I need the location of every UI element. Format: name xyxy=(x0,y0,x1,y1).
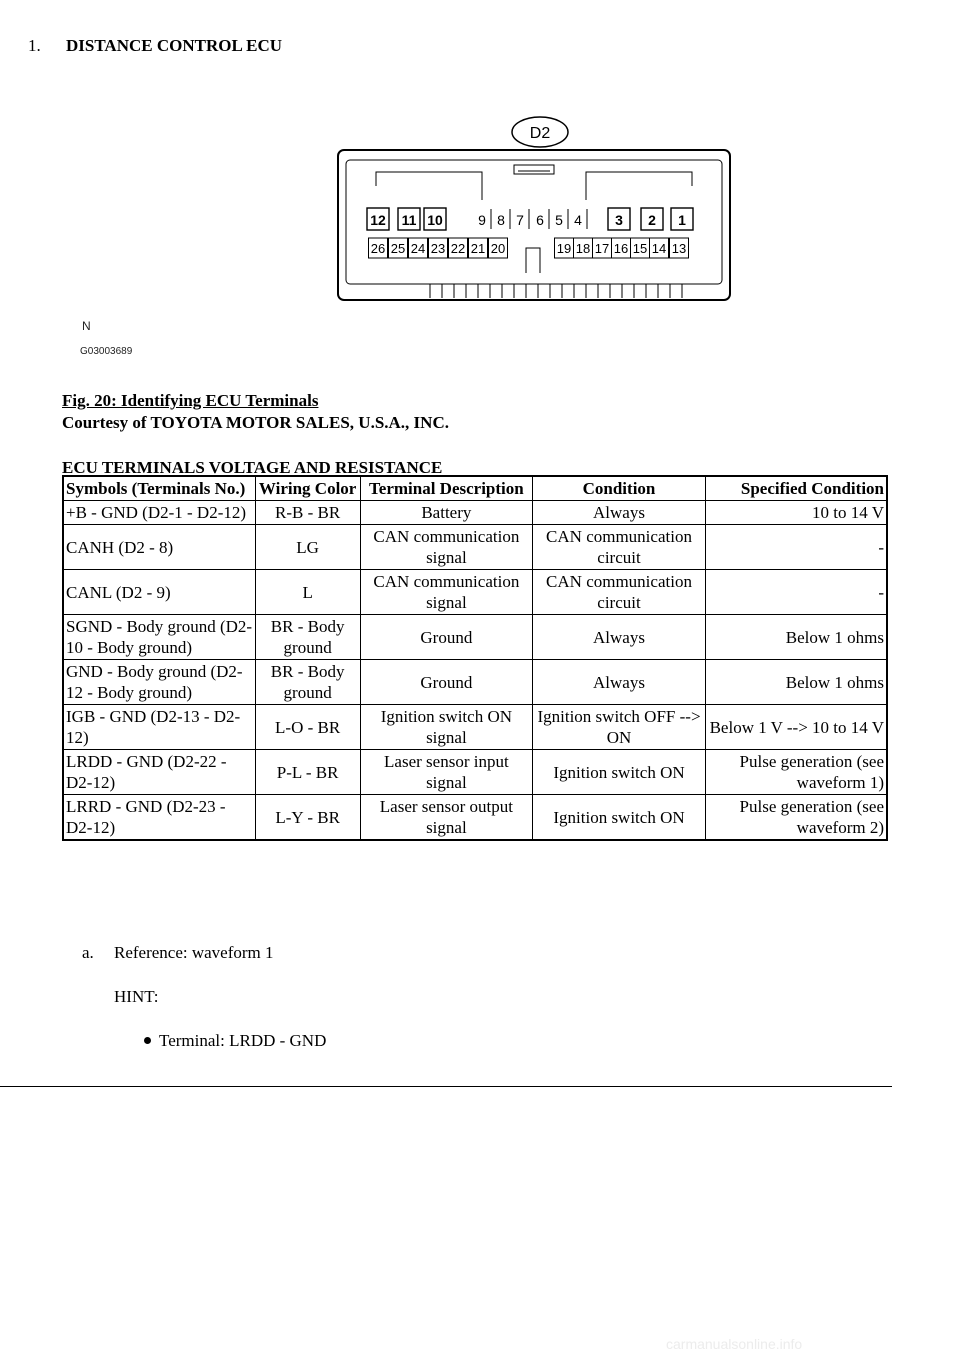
table-row xyxy=(63,795,887,841)
pin-label: 25 xyxy=(390,241,406,256)
pin-label: 19 xyxy=(556,241,572,256)
cell-description: Battery xyxy=(360,501,533,525)
pin-label: 8 xyxy=(497,212,505,228)
hint-bullet-item xyxy=(144,1031,326,1051)
connector-drawing xyxy=(78,108,738,360)
cell-description: Ignition switch ON signal xyxy=(360,705,533,750)
cell-symbols: CANL (D2 - 9) xyxy=(63,570,255,615)
cell-wiring-color: P-L - BR xyxy=(255,750,360,795)
cell-specified: 10 to 14 V xyxy=(705,501,887,525)
figure-caption xyxy=(62,390,449,434)
cell-symbols: LRRD - GND (D2-23 - D2-12) xyxy=(63,795,255,841)
legend-letter: N xyxy=(82,319,91,333)
cell-description: Ground xyxy=(360,660,533,705)
cell-symbols: GND - Body ground (D2-12 - Body ground) xyxy=(63,660,255,705)
cell-specified: Below 1 ohms xyxy=(705,615,887,660)
cell-condition: Always xyxy=(533,660,706,705)
reference-item xyxy=(82,943,274,963)
table-row xyxy=(63,660,887,705)
pin-label: 3 xyxy=(615,212,623,228)
table-row xyxy=(63,570,887,615)
pin-label: 10 xyxy=(427,212,443,228)
cell-specified: - xyxy=(705,570,887,615)
cell-condition: Ignition switch ON xyxy=(533,750,706,795)
cell-specified: Pulse generation (see waveform 1) xyxy=(705,750,887,795)
cell-specified: Below 1 V --> 10 to 14 V xyxy=(705,705,887,750)
pin-label: 16 xyxy=(613,241,629,256)
section-title: DISTANCE CONTROL ECU xyxy=(66,36,283,55)
table-row xyxy=(63,750,887,795)
cell-symbols: CANH (D2 - 8) xyxy=(63,525,255,570)
cell-specified: - xyxy=(705,525,887,570)
connector-center-key xyxy=(526,248,540,273)
watermark-footer: carmanualsonline.info xyxy=(666,1336,803,1352)
connector-diagram xyxy=(78,108,738,360)
connector-bottom-ticks xyxy=(430,284,682,298)
section-heading xyxy=(28,36,282,56)
cell-wiring-color: L-Y - BR xyxy=(255,795,360,841)
pin-label: 12 xyxy=(370,212,386,228)
cell-wiring-color: LG xyxy=(255,525,360,570)
cell-condition: Ignition switch OFF --> ON xyxy=(533,705,706,750)
pin-label: 11 xyxy=(401,212,417,228)
table-title: ECU TERMINALS VOLTAGE AND RESISTANCE xyxy=(62,458,443,477)
cell-condition: CAN communication circuit xyxy=(533,570,706,615)
pin-label: 6 xyxy=(536,212,544,228)
cell-specified: Pulse generation (see waveform 2) xyxy=(705,795,887,841)
cell-symbols: SGND - Body ground (D2-10 - Body ground) xyxy=(63,615,255,660)
bullet-dot-icon xyxy=(144,1037,151,1044)
pin-label: 5 xyxy=(555,212,563,228)
pin-label: 21 xyxy=(470,241,486,256)
table-row xyxy=(63,501,887,525)
header-wiring-color: Wiring Color xyxy=(255,476,360,501)
figure-courtesy: Courtesy of TOYOTA MOTOR SALES, U.S.A., INC. xyxy=(62,413,449,432)
cell-condition: Always xyxy=(533,501,706,525)
table-row xyxy=(63,705,887,750)
connector-key-right xyxy=(586,172,692,200)
cell-description: Laser sensor input signal xyxy=(360,750,533,795)
cell-description: CAN communication signal xyxy=(360,525,533,570)
cell-condition: Ignition switch ON xyxy=(533,795,706,841)
pin-label: 13 xyxy=(671,241,687,256)
graphic-id: G03003689 xyxy=(80,346,133,357)
pin-label: 9 xyxy=(478,212,486,228)
cell-description: CAN communication signal xyxy=(360,570,533,615)
terminal-spec-table xyxy=(62,475,888,841)
pin-label: 4 xyxy=(574,212,582,228)
cell-wiring-color: BR - Body ground xyxy=(255,615,360,660)
reference-text: Reference: waveform 1 xyxy=(114,943,274,962)
cell-description: Ground xyxy=(360,615,533,660)
pin-label: 7 xyxy=(516,212,524,228)
pin-label: 20 xyxy=(490,241,506,256)
header-terminal-description: Terminal Description xyxy=(360,476,533,501)
pin-label: 23 xyxy=(430,241,446,256)
cell-wiring-color: L-O - BR xyxy=(255,705,360,750)
connector-key-left xyxy=(376,172,482,200)
cell-wiring-color: L xyxy=(255,570,360,615)
pin-label: 14 xyxy=(651,241,667,256)
cell-wiring-color: R-B - BR xyxy=(255,501,360,525)
cell-condition: CAN communication circuit xyxy=(533,525,706,570)
cell-description: Laser sensor output signal xyxy=(360,795,533,841)
pin-label: 2 xyxy=(648,212,656,228)
connector-latch xyxy=(514,165,554,174)
pin-label: 1 xyxy=(678,212,686,228)
pin-label: 26 xyxy=(370,241,386,256)
table-header-row xyxy=(63,476,887,501)
page-divider xyxy=(0,1086,892,1087)
pin-label: 22 xyxy=(450,241,466,256)
cell-symbols: LRDD - GND (D2-22 - D2-12) xyxy=(63,750,255,795)
table-row xyxy=(63,615,887,660)
connector-label: D2 xyxy=(529,125,551,142)
table-row xyxy=(63,525,887,570)
header-specified-condition: Specified Condition xyxy=(705,476,887,501)
cell-wiring-color: BR - Body ground xyxy=(255,660,360,705)
hint-bullet-text: Terminal: LRDD - GND xyxy=(159,1031,327,1050)
pin-label: 15 xyxy=(632,241,648,256)
header-symbols: Symbols (Terminals No.) xyxy=(63,476,255,501)
figure-title: Fig. 20: Identifying ECU Terminals xyxy=(62,391,319,410)
pins-top-row xyxy=(367,208,693,230)
hint-label: HINT: xyxy=(114,987,159,1006)
cell-symbols: IGB - GND (D2-13 - D2-12) xyxy=(63,705,255,750)
pin-label: 24 xyxy=(410,241,426,256)
cell-symbols: +B - GND (D2-1 - D2-12) xyxy=(63,501,255,525)
section-number: 1. xyxy=(28,36,41,55)
reference-marker: a. xyxy=(82,943,94,962)
header-condition: Condition xyxy=(533,476,706,501)
pin-label: 17 xyxy=(594,241,610,256)
cell-condition: Always xyxy=(533,615,706,660)
pin-label: 18 xyxy=(575,241,591,256)
cell-specified: Below 1 ohms xyxy=(705,660,887,705)
